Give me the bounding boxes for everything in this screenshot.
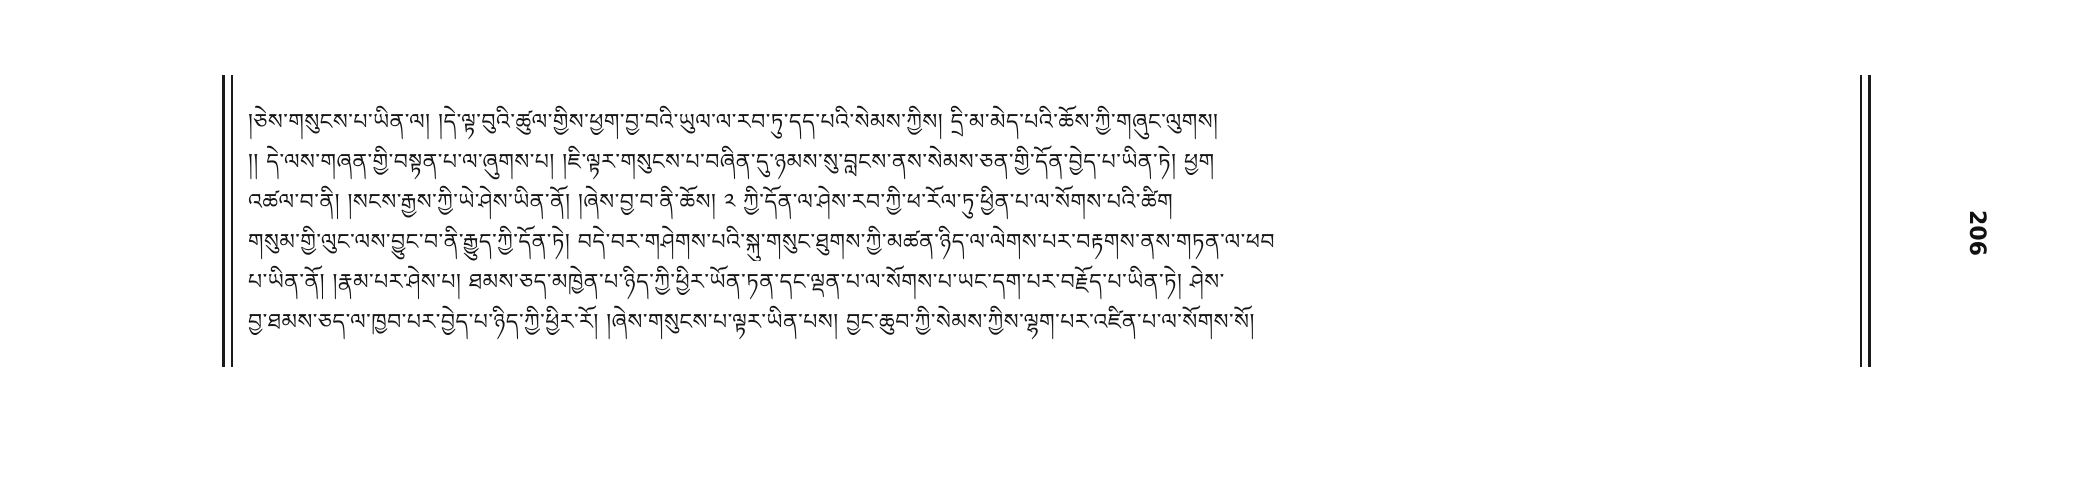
- text-block: [248, 105, 1850, 355]
- right-border-rule-outer: [1868, 75, 1871, 367]
- text-line-5: པ་ཡིན་ནོ། །རྣམ་པར་ཤེས་པ། ཐམས་ཅད་མཁྱེན་པ་ཉིད་ཀྱི་ཕྱིར་ཡོན་ཏན་དང་ལྡན་པ་ལ་སོགས་པ་ཡང་དག་པར་བརྗོད་པ་ཡིན་ཏེ། ཤེས་: [248, 270, 1225, 295]
- left-border-rule-inner: [231, 75, 233, 367]
- left-border-rule-outer: [222, 75, 225, 367]
- folio-page: [222, 75, 1872, 367]
- text-line-3: འཚལ་བ་ནི། །སངས་རྒྱས་ཀྱི་ཡེ་ཤེས་ཡིན་ནོ། །ཞེས་བྱ་བ་ནི་ཆོས། ༢ ཀྱི་དོན་ལ་ཤེས་རབ་ཀྱི་ཕ་རོལ་ཏུ་ཕྱིན་པ་ལ་སོགས་པའི་ཚིག: [248, 190, 1174, 215]
- text-line-4: གསུམ་གྱི་ལུང་ལས་བྱུང་བ་ནི་རྒྱུད་ཀྱི་དོན་ཏེ། བདེ་བར་གཤེགས་པའི་སྐུ་གསུང་ཐུགས་ཀྱི་མཚན་ཉིད་ལ་ལེགས་པར་བརྟགས་ནས་གཏན་ལ་ཕབ: [248, 230, 1275, 255]
- text-line-6: བྱ་ཐམས་ཅད་ལ་ཁྱབ་པར་བྱེད་པ་ཉིད་ཀྱི་ཕྱིར་རོ། །ཞེས་གསུངས་པ་ལྟར་ཡིན་པས། བྱང་ཆུབ་ཀྱི་སེམས་ཀྱིས་ལྷག་པར་འཛིན་པ་ལ་སོགས་སོ།: [248, 310, 1255, 335]
- right-border-rule-inner: [1860, 75, 1862, 367]
- text-line-1: །ཅེས་གསུངས་པ་ཡིན་ལ། །དེ་ལྟ་བུའི་ཚུལ་གྱིས་ཕྱག་བྱ་བའི་ཡུལ་ལ་རབ་ཏུ་དད་པའི་སེམས་ཀྱིས། དྲི་མ་མེད་པའི་ཆོས་ཀྱི་གཞུང་ལུགས།: [248, 110, 1219, 135]
- page-number: 206: [1964, 210, 1990, 256]
- text-line-2: །། དེ་ལས་གཞན་གྱི་བསྟན་པ་ལ་ཞུགས་པ། །ཇི་ལྟར་གསུངས་པ་བཞིན་དུ་ཉམས་སུ་བླངས་ནས་སེམས་ཅན་གྱི་དོན་བྱེད་པ་ཡིན་ཏེ། ཕྱག: [248, 150, 1215, 175]
